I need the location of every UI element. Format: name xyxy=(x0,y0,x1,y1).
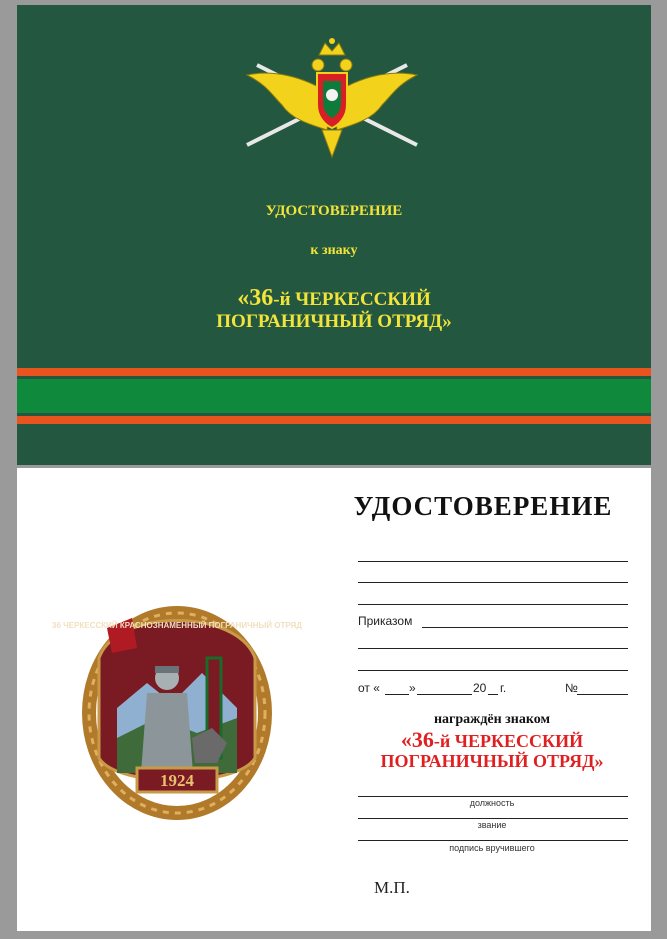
cover-title: УДОСТОВЕРЕНИЕ xyxy=(265,203,403,219)
year-abbr: г. xyxy=(500,681,507,695)
signature-caption: подпись вручившего xyxy=(449,843,535,853)
badge-top-text xyxy=(52,621,302,630)
date-day-line[interactable] xyxy=(385,694,409,695)
double-headed-eagle-icon xyxy=(222,35,442,165)
badge-top-text-span: 36 ЧЕРКЕССКИЙ КРАСНОЗНАМЕННЫЙ ПОГРАНИЧНЫЙ ОТРЯД xyxy=(52,621,302,630)
stripe-green xyxy=(17,379,651,413)
number-line[interactable] xyxy=(577,694,628,695)
rank-caption: звание xyxy=(477,820,507,830)
order-line[interactable] xyxy=(422,627,628,628)
cover-badge-name-line1: -й ЧЕРКЕССКИЙ xyxy=(273,289,431,310)
name-line-2[interactable] xyxy=(358,582,628,583)
awarded-label: награждён знаком xyxy=(433,712,551,727)
order-label: Приказом xyxy=(358,614,413,628)
position-line[interactable] xyxy=(358,796,628,797)
awarded-badge-line2: ПОГРАНИЧНЫЙ ОТРЯД» xyxy=(380,751,604,771)
name-line-1[interactable] xyxy=(358,561,628,562)
date-month-line[interactable] xyxy=(417,694,472,695)
cover-badge-name xyxy=(17,287,651,333)
date-quote-close: » xyxy=(409,681,416,695)
awarded-badge-number: «36 xyxy=(400,727,434,752)
inner-title: УДОСТОВЕРЕНИЕ xyxy=(353,491,613,521)
certificate-inner xyxy=(17,468,651,931)
awarded-badge-line1: -й ЧЕРКЕССКИЙ xyxy=(433,731,584,751)
year-prefix: 20 xyxy=(473,681,487,695)
badge-year: 1924 xyxy=(160,771,194,790)
awarded-badge-name xyxy=(357,727,627,771)
certificate-cover xyxy=(17,5,651,465)
border-detachment-badge-icon xyxy=(52,588,302,818)
cover-badge-number: «36 xyxy=(237,285,274,311)
stripe-red-top xyxy=(17,368,651,376)
order-line-3[interactable] xyxy=(358,670,628,671)
position-caption: должность xyxy=(469,798,515,808)
cover-badge-name-line2: ПОГРАНИЧНЫЙ ОТРЯД» xyxy=(216,311,452,332)
cover-subtitle: к знаку xyxy=(310,243,358,258)
date-prefix: от « xyxy=(358,681,380,695)
signature-line[interactable] xyxy=(358,840,628,841)
number-sign: № xyxy=(565,681,578,695)
seal-placeholder: М.П. xyxy=(374,878,410,897)
stripe-red-bottom xyxy=(17,416,651,424)
name-line-3[interactable] xyxy=(358,604,628,605)
date-year-line[interactable] xyxy=(488,694,498,695)
order-line-2[interactable] xyxy=(358,648,628,649)
rank-line[interactable] xyxy=(358,818,628,819)
